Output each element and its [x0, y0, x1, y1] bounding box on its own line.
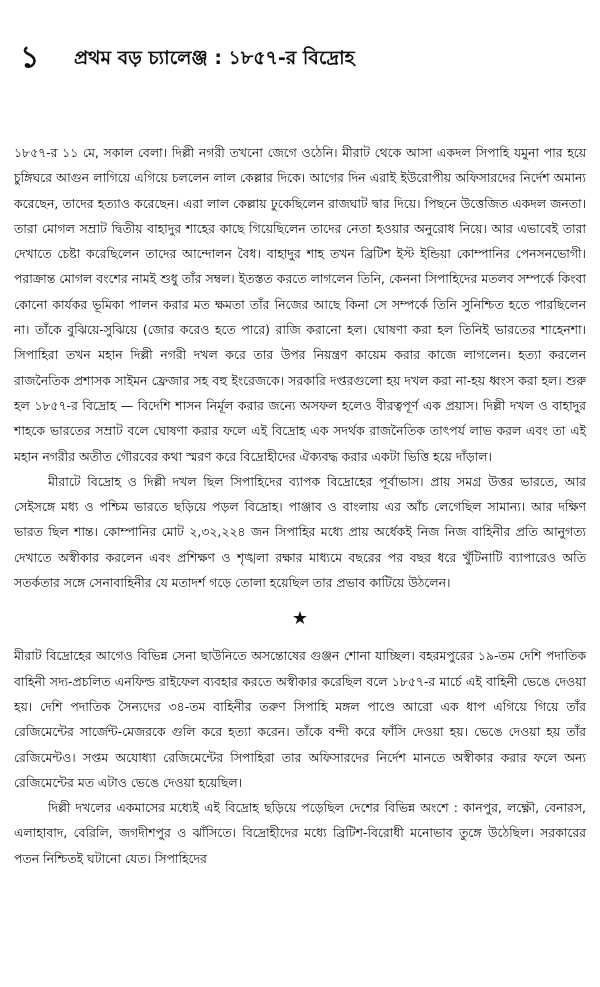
chapter-header: [14, 38, 586, 78]
paragraph-3: মীরাট বিদ্রোহের আগেও বিভিন্ন সেনা ছাউনিতে অসন্তোষের গুঞ্জন শোনা যাচ্ছিল। বহরমপুরের ১৯-তম দেশি পদাতিক বাহিনী সদ্য-প্রচলিত এনফিল্ড রাইফেল ব্যবহার করতে অস্বীকার করেছিল বলে ১৮৫৭-র মার্চে এই বাহিনী ভেঙে দেওয়া হয়। দেশি পদাতিক সৈন্যদের ৩৪-তম বাহিনীর তরুণ সিপাহি মঙ্গল পাণ্ডে আরো এক ধাপ এগিয়ে গিয়ে তাঁর রেজিমেন্টের সার্জেন্ট-মেজরকে গুলি করে হত্যা করেন। তাঁকে বন্দী করে ফাঁসি দেওয়া হয়। ভেঙে দেওয়া হয় তাঁর রেজিমেন্টও। সপ্তম অযোধ্যা রেজিমেন্টের সিপাহিরা তার অফিসারদের নির্দেশ মানতে অস্বীকার করার ফলে অন্য রেজিমেন্টের মত এটাও ভেঙে দেওয়া হয়েছিল।: [14, 648, 586, 790]
paragraph-4: দিল্লী দখলের একমাসের মধ্যেই এই বিদ্রোহ ছড়িয়ে পড়েছিল দেশের বিভিন্ন অংশে : কানপুর, লক্ষ্ণৌ, বেনারস, এলাহাবাদ, বেরিলি, জগদীশপুর ও ঝাঁসিতে। বিদ্রোহীদের মধ্যে ব্রিটিশ-বিরোধী মনোভাব তুঙ্গে উঠেছিল। সরকারের পতন নিশ্চিতই ঘটানো যেত। সিপাহিদের: [14, 800, 586, 866]
chapter-number: ১: [20, 40, 40, 75]
star-separator-icon: ★: [291, 608, 309, 630]
paragraph-1: ১৮৫৭-র ১১ মে, সকাল বেলা। দিল্লী নগরী তখনো জেগে ওঠেনি। মীরাট থেকে আসা একদল সিপাহি যমুনা পার হয়ে চুঙ্গিঘরে আগুন লাগিয়ে এগিয়ে চললেন লাল কেল্লার দিকে। আগের দিন এরাই ইউরোপীয় অফিসারদের নির্দেশ অমান্য করেছেন, তাদের হত্যাও করেছেন। এরা লাল কেল্লায় ঢুকেছিলেন রাজঘাট দ্বার দিয়ে। পিছনে উত্তেজিত একদল জনতা। তারা মোগল সম্রাট দ্বিতীয় বাহাদুর শাহের কাছে গিয়েছিলেন তাদের নেতা হওয়ার অনুরোধ নিয়ে। আর এভাবেই তারা দেখাতে চেষ্টা করেছিলেন তাদের আন্দোলন বৈধ। বাহাদুর শাহ তখন ব্রিটিশ ইস্ট ইন্ডিয়া কোম্পানির পেনসনভোগী। পরাক্রান্ত মোগল বংশের নামই শুধু তাঁর সম্বল। ইতস্তত করতে লাগলেন তিনি, কেননা সিপাহিদের মতলব সম্পর্কে কিংবা কোনো কার্যকর ভূমিকা পালন করার মত ক্ষমতা তাঁর নিজের আছে কিনা সে সম্পর্কে তিনি সুনিশ্চিত হতে পারছিলেন না। তাঁকে বুঝিয়ে-সুঝিয়ে (জোর করেও হতে পারে) রাজি করানো হল। ঘোষণা করা হল তিনিই ভারতের শাহেনশা। সিপাহিরা তখন মহান দিল্লী নগরী দখল করে তার উপর নিয়ন্ত্রণ কায়েম করার কাজে লাগলেন। হত্যা করলেন রাজনৈতিক প্রশাসক সাইমন ফ্রেজার সহ বহু ইংরেজকে। সরকারি দপ্তরগুলো হয় দখল করা না-হয় ধ্বংস করা হল। শুরু হল ১৮৫৭-র বিদ্রোহ — বিদেশি শাসন নির্মূল করার জন্যে অসফল হলেও বীরত্বপূর্ণ এক প্রয়াস। দিল্লী দখল ও বাহাদুর শাহকে ভারতের সম্রাট বলে ঘোষণা করার ফলে এই বিদ্রোহ এক সদর্থক রাজনৈতিক তাৎপর্য লাভ করল এবং তা এই মহান নগরীর অতীত গৌরবের কথা স্মরণ করে বিদ্রোহীদের ঐক্যবদ্ধ করার একটা ভিত্তি হয়ে দাঁড়াল।: [14, 145, 586, 464]
paragraph-2: মীরাটে বিদ্রোহ ও দিল্লী দখল ছিল সিপাহিদের ব্যাপক বিদ্রোহের পূর্বাভাস। প্রায় সমগ্র উত্তর ভারতে, আর সেইসঙ্গে মধ্য ও পশ্চিম ভারতে ছড়িয়ে পড়ল বিদ্রোহ। পাঞ্জাব ও বাংলায় এর আঁচ লেগেছিল সামান্য। আর দক্ষিণ ভারত ছিল শান্ত। কোম্পানির মোট ২,৩২,২২৪ জন সিপাহির মধ্যে প্রায় অর্ধেকই নিজ নিজ বাহিনীর প্রতি আনুগত্য দেখাতে অস্বীকার করলেন এবং প্রশিক্ষণ ও শৃঙ্খলা রক্ষার মাধ্যমে বছরের পর বছর ধরে খুঁটিনাটি ব্যাপারেও অতি সতর্কতার সঙ্গে সেনাবাহিনীর যে মতাদর্শ গড়ে তোলা হয়েছিল তার প্রভাব কাটিয়ে উঠলেন।: [14, 473, 586, 591]
section-two: [14, 643, 586, 871]
section-one: [14, 140, 586, 595]
chapter-title: প্রথম বড় চ্যালেঞ্জ : ১৮৫৭-র বিদ্রোহ: [74, 47, 355, 69]
